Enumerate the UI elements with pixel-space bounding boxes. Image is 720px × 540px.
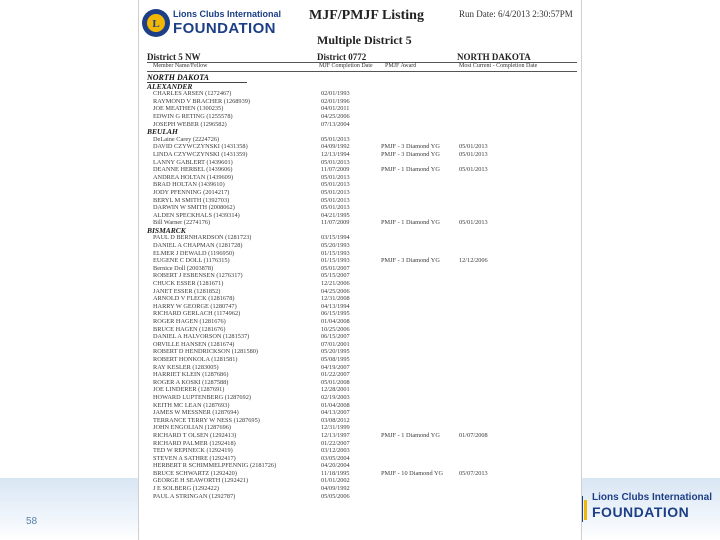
member-name: DEANNE HERBEL (1439606) xyxy=(153,166,233,174)
member-name: ARNOLD V FLECK (1281678) xyxy=(153,295,235,303)
member-name: JAMES W MESSNER (1287694) xyxy=(153,409,239,417)
table-row xyxy=(147,113,577,121)
member-name: EUGENE C DOLL (1176315) xyxy=(153,257,230,265)
member-name: RICHARD T OLSEN (1292413) xyxy=(153,431,237,439)
mjf-date: 07/01/2001 xyxy=(321,340,350,348)
mjf-date: 04/13/1994 xyxy=(321,302,350,310)
member-name: STEVEN A SATHRE (1292417) xyxy=(153,454,236,462)
table-row xyxy=(147,257,577,265)
mjf-date: 11/07/2009 xyxy=(321,166,350,174)
mjf-date: 02/01/1996 xyxy=(321,97,350,105)
table-row xyxy=(147,295,577,303)
mjf-date: 04/25/2006 xyxy=(321,287,350,295)
table-row xyxy=(147,493,577,501)
mjf-date: 04/09/1992 xyxy=(321,143,350,151)
table-row xyxy=(147,280,577,288)
table-row xyxy=(147,348,577,356)
mjf-date: 04/01/2011 xyxy=(321,105,350,113)
table-row xyxy=(147,417,577,425)
mjf-date: 06/15/1995 xyxy=(321,310,350,318)
district-right: NORTH DAKOTA xyxy=(457,52,531,62)
mjf-date: 04/20/2004 xyxy=(321,462,350,470)
table-row xyxy=(147,143,577,151)
member-name: ELMER J DEWALD (1196950) xyxy=(153,249,235,257)
member-name: Bernice Doll (2003878) xyxy=(153,264,214,272)
mjf-date: 01/01/2002 xyxy=(321,477,350,485)
member-name: LANNY GABLERT (1439601) xyxy=(153,158,233,166)
mjf-date: 01/04/2008 xyxy=(321,401,350,409)
mjf-date: 12/13/1994 xyxy=(321,150,350,158)
table-row xyxy=(147,394,577,402)
member-name: RICHARD GERLACH (1174962) xyxy=(153,310,241,318)
mjf-date: 04/13/2007 xyxy=(321,409,350,417)
table-row xyxy=(147,98,577,106)
mjf-date: 05/15/2007 xyxy=(321,272,350,280)
footer-logo-line2: FOUNDATION xyxy=(592,504,690,520)
member-name: KEITH MC LEAN (1287693) xyxy=(153,401,230,409)
member-name: DANIEL A CHAPMAN (1281728) xyxy=(153,242,243,250)
mjf-date: 05/01/2013 xyxy=(321,188,350,196)
table-row xyxy=(147,242,577,250)
mjf-date: 05/01/2013 xyxy=(321,204,350,212)
mjf-date: 05/05/2006 xyxy=(321,492,350,500)
member-name: BRAD HOLTAN (1439610) xyxy=(153,181,225,189)
mjf-date: 12/31/2008 xyxy=(321,295,350,303)
header-logo-line2: FOUNDATION xyxy=(173,20,276,37)
mjf-date: 01/04/2008 xyxy=(321,318,350,325)
recent-date: 05/01/2013 xyxy=(459,143,488,151)
header-logo-line1: Lions Clubs International xyxy=(173,9,282,19)
member-name: BRUCE HAGEN (1281676) xyxy=(153,325,226,333)
member-name: HOWARD LUPTENBERG (1287692) xyxy=(153,393,251,401)
mjf-date: 05/20/1995 xyxy=(321,348,350,356)
recent-date: 05/01/2013 xyxy=(459,166,488,174)
report-page xyxy=(138,0,582,540)
member-name: TERRANCE TERRY W NESS (1287695) xyxy=(153,416,260,424)
member-name: JOE MEATHEN (1300235) xyxy=(153,105,224,113)
mjf-date: 12/13/1997 xyxy=(321,431,350,439)
member-name: RAYMOND V BRACHER (1268939) xyxy=(153,97,250,105)
col-member: Member Name/Fellow xyxy=(153,63,208,69)
member-name: DARWIN W SMITH (2008062) xyxy=(153,204,235,212)
mjf-date: 04/21/1995 xyxy=(321,211,350,219)
mjf-date: 05/20/1993 xyxy=(321,242,350,250)
member-name: J E SOLBERG (1292422) xyxy=(153,485,219,493)
member-name: RAY KESLER (1283005) xyxy=(153,363,219,371)
district-header xyxy=(147,52,577,62)
recent-date: 05/07/2013 xyxy=(459,469,488,477)
mjf-date: 02/01/1993 xyxy=(321,90,350,98)
table-row xyxy=(147,409,577,417)
table-row xyxy=(147,424,577,432)
recent-date: 12/12/2006 xyxy=(459,257,488,265)
mjf-date: 03/15/1994 xyxy=(321,234,350,242)
table-row xyxy=(147,364,577,372)
mjf-date: 01/22/2007 xyxy=(321,439,350,447)
footer-logo xyxy=(570,488,720,532)
table-row xyxy=(147,234,577,242)
mjf-date: 04/09/1992 xyxy=(321,485,350,493)
table-row xyxy=(147,326,577,334)
member-name: CHARLES ARSEN (1272467) xyxy=(153,90,232,98)
member-name: JOSEPH WEBER (1296582) xyxy=(153,120,227,128)
report-title: MJF/PMJF Listing xyxy=(309,8,424,23)
mjf-date: 05/08/1995 xyxy=(321,355,350,363)
run-date: Run Date: 6/4/2013 2:30:57PM xyxy=(459,9,573,19)
table-row xyxy=(147,386,577,394)
lions-seal-icon xyxy=(141,8,171,38)
member-name: BERYL M SMITH (1392703) xyxy=(153,196,230,204)
table-row xyxy=(147,174,577,182)
table-row xyxy=(147,159,577,167)
col-mjf-date: MJF Completion Date xyxy=(319,63,373,69)
pmjf-award: PMJF - 10 Diamond YG xyxy=(381,469,444,477)
member-name: RICHARD PALMER (1292418) xyxy=(153,439,236,447)
club-heading: BISMARCK xyxy=(147,225,186,235)
table-row xyxy=(147,288,577,296)
mjf-date: 07/13/2004 xyxy=(321,120,350,128)
state-heading: NORTH DAKOTA xyxy=(147,74,247,83)
mjf-date: 05/01/2013 xyxy=(321,135,350,143)
member-name: EDWIN G RETING (1255578) xyxy=(153,112,233,120)
mjf-date: 05/01/2013 xyxy=(321,196,350,204)
member-name: ORVILLE HANSEN (1281674) xyxy=(153,340,235,348)
table-row xyxy=(147,151,577,159)
member-name: JODY PFENNING (2014217) xyxy=(153,188,230,196)
table-row xyxy=(147,402,577,410)
member-name: ROGER A KOSKI (1287588) xyxy=(153,378,229,386)
table-row xyxy=(147,90,577,98)
recent-date: 01/07/2008 xyxy=(459,431,488,439)
header-logo xyxy=(139,6,299,46)
table-row xyxy=(147,318,577,326)
table-row xyxy=(147,341,577,349)
svg-text:L: L xyxy=(152,18,160,30)
member-name: BRUCE SCHWARTZ (1292420) xyxy=(153,469,237,477)
member-name: HERBERT R SCHIMMELPFENNIG (2181726) xyxy=(153,462,277,470)
table-row xyxy=(147,212,577,220)
mjf-date: 01/22/2007 xyxy=(321,371,350,379)
mjf-date: 02/19/2003 xyxy=(321,393,350,401)
table-row xyxy=(147,333,577,341)
member-name: LINDA CZYWCZYNSKI (1431359) xyxy=(153,150,248,158)
member-name: PAUL A STRINGAN (1292787) xyxy=(153,492,236,500)
table-row xyxy=(147,470,577,478)
member-name: DANIEL A HALVORSON (1281537) xyxy=(153,333,250,341)
col-pmjf: PMJF Award xyxy=(385,63,417,69)
table-row xyxy=(147,250,577,258)
pmjf-award: PMJF - 1 Diamond YG xyxy=(381,166,440,174)
table-row xyxy=(147,105,577,113)
table-row xyxy=(147,455,577,463)
mjf-date: 11/07/2009 xyxy=(321,219,350,227)
table-row xyxy=(147,136,577,144)
mjf-date: 05/01/2013 xyxy=(321,158,350,166)
member-name: Bill Warner (2274176) xyxy=(153,219,211,227)
member-name: ROGER HAGEN (1281676) xyxy=(153,318,226,325)
mjf-date: 04/25/2006 xyxy=(321,112,350,120)
mjf-date: 12/31/1999 xyxy=(321,424,350,432)
district-mid: District 0772 xyxy=(317,52,367,62)
mjf-date: 05/01/2007 xyxy=(321,264,350,272)
member-name: JOE LINDERER (1287691) xyxy=(153,386,225,394)
table-row xyxy=(147,121,577,129)
pmjf-award: PMJF - 3 Diamond YG xyxy=(381,150,440,158)
table-row xyxy=(147,310,577,318)
member-name: ROBERT J ESBENSEN (1276317) xyxy=(153,272,243,280)
mjf-date: 03/08/2012 xyxy=(321,416,350,424)
member-name: ALDEN SPECKHALS (1439314) xyxy=(153,211,240,219)
club-heading: ALEXANDER xyxy=(147,81,193,91)
recent-date: 05/01/2013 xyxy=(459,150,488,158)
member-name: TED W REPINECK (1292419) xyxy=(153,447,233,455)
member-name: DAVID CZYWCZYNSKI (1431358) xyxy=(153,143,248,151)
mjf-date: 03/05/2004 xyxy=(321,454,350,462)
mjf-date: 12/28/2001 xyxy=(321,386,350,394)
slide-page-number: 58 xyxy=(26,516,38,527)
mjf-date: 03/12/2003 xyxy=(321,447,350,455)
member-name: GEORGE H SEAWORTH (1292421) xyxy=(153,477,249,485)
column-header xyxy=(147,62,577,72)
col-recent: Most Current - Completion Date xyxy=(459,63,538,69)
member-name: PAUL D BERNHARDSON (1281723) xyxy=(153,234,252,242)
table-row xyxy=(147,462,577,470)
member-name: CHUCK ESSER (1281671) xyxy=(153,280,224,288)
member-name: JANET ESSER (1281852) xyxy=(153,287,221,295)
pmjf-award: PMJF - 1 Diamond YG xyxy=(381,219,440,227)
mjf-date: 10/25/2006 xyxy=(321,325,350,333)
member-list xyxy=(147,74,577,500)
mjf-date: 06/15/2007 xyxy=(321,333,350,341)
member-name: DeLaine Carey (2224726) xyxy=(153,135,220,143)
pmjf-award: PMJF - 1 Diamond YG xyxy=(381,431,440,439)
district-left: District 5 NW xyxy=(147,52,201,62)
member-name: JOHN ENGOLIAN (1287696) xyxy=(153,424,232,432)
mjf-date: 05/01/2013 xyxy=(321,181,350,189)
report-subtitle: Multiple District 5 xyxy=(317,33,412,47)
pmjf-award: PMJF - 3 Diamond YG xyxy=(381,257,440,265)
club-heading: BEULAH xyxy=(147,127,178,137)
pmjf-award: PMJF - 3 Diamond YG xyxy=(381,143,440,151)
table-row xyxy=(147,356,577,364)
table-row xyxy=(147,272,577,280)
mjf-date: 05/01/2013 xyxy=(321,173,350,181)
member-name: ANDREA HOLTAN (1439609) xyxy=(153,173,234,181)
table-row xyxy=(147,189,577,197)
table-row xyxy=(147,432,577,440)
mjf-date: 01/15/1993 xyxy=(321,249,350,257)
table-row xyxy=(147,197,577,205)
member-name: ROBERT HONKOLA (1281581) xyxy=(153,355,238,363)
table-row xyxy=(147,204,577,212)
table-row xyxy=(147,447,577,455)
table-row xyxy=(147,485,577,493)
table-row xyxy=(147,440,577,448)
member-name: ROBERT D HENDRICKSON (1281580) xyxy=(153,348,258,356)
member-name: HARRIET KLEIN (1287686) xyxy=(153,371,229,379)
mjf-date: 12/21/2006 xyxy=(321,280,350,288)
table-row xyxy=(147,166,577,174)
table-row xyxy=(147,219,577,227)
table-row xyxy=(147,265,577,273)
table-row xyxy=(147,371,577,379)
mjf-date: 11/18/1995 xyxy=(321,469,350,477)
mjf-date: 04/19/2007 xyxy=(321,363,350,371)
mjf-date: 01/15/1993 xyxy=(321,257,350,265)
table-row xyxy=(147,477,577,485)
table-row xyxy=(147,303,577,311)
footer-logo-line1: Lions Clubs International xyxy=(592,492,713,503)
table-row xyxy=(147,181,577,189)
table-row xyxy=(147,379,577,387)
mjf-date: 05/01/2008 xyxy=(321,378,350,386)
member-name: HARRY W GEORGE (1280747) xyxy=(153,302,237,310)
recent-date: 05/01/2013 xyxy=(459,219,488,227)
